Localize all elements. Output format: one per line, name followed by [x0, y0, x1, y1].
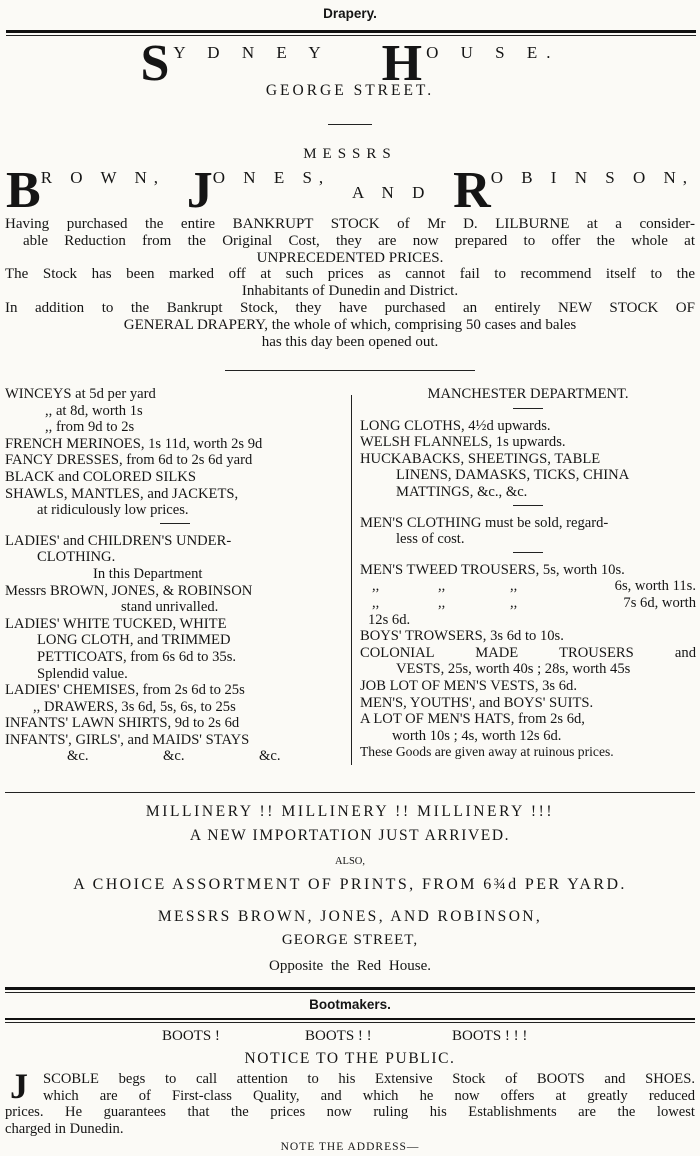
- ditto: ,,: [510, 578, 518, 595]
- left-item: LADIES' CHEMISES, from 2s 6d to 25s: [5, 682, 245, 699]
- boot-body: [5, 1071, 695, 1137]
- bootmakers-section-title: Bootmakers.: [309, 997, 391, 1012]
- intro-rule: [225, 370, 475, 371]
- right-item: VESTS, 25s, worth 40s ; 28s, worth 45s: [396, 661, 631, 678]
- street-footer: GEORGE STREET,: [281, 932, 419, 948]
- right-item: LONG CLOTHS, 4½d upwards.: [360, 417, 551, 434]
- opposite: Opposite the Red House.: [269, 958, 431, 974]
- intro-line: In addition to the Bankrupt Stock, they have purchased an entirely NEW STOCK OF: [5, 299, 695, 316]
- right-rule: [360, 408, 696, 418]
- left-item: SHAWLS, MANTLES, and JACKETS,: [5, 485, 239, 502]
- ditto: ,,: [438, 578, 446, 595]
- left-item: INFANTS' LAWN SHIRTS, 9d to 2s 6d: [5, 715, 240, 732]
- firm-robinson: [453, 162, 694, 219]
- intro-line: Inhabitants of Dunedin and District.: [241, 283, 459, 300]
- note-address: NOTE THE ADDRESS—: [280, 1141, 420, 1153]
- etc: &c.: [67, 748, 89, 765]
- left-item: Messrs BROWN, JONES, & ROBINSON: [5, 582, 253, 599]
- firm-and: A N D: [351, 183, 432, 202]
- right-item: HUCKABACKS, SHEETINGS, TABLE: [360, 450, 601, 467]
- millinery: MILLINERY !! MILLINERY !! MILLINERY !!!: [145, 803, 555, 820]
- boots-3: BOOTS ! ! !: [452, 1028, 528, 1044]
- right-item: BOYS' TROWSERS, 3s 6d to 10s.: [360, 628, 564, 645]
- right-heading: MANCHESTER DEPARTMENT.: [427, 386, 629, 402]
- intro-line: Having purchased the entire BANKRUPT STOCK of Mr D. LILBURNE at a consider-: [5, 216, 695, 232]
- left-item: LONG CLOTH, and TRIMMED: [37, 632, 231, 649]
- ditto: ,,: [372, 578, 380, 595]
- boot-body-line: charged in Dunedin.: [5, 1120, 124, 1137]
- notice: NOTICE TO THE PUBLIC.: [244, 1050, 456, 1067]
- ditto: ,,: [372, 594, 380, 611]
- header-rule-bottom: [6, 35, 696, 36]
- ditto-row: [360, 578, 696, 595]
- store-street: GEORGE STREET.: [265, 82, 435, 99]
- boots-2: BOOTS ! !: [305, 1028, 372, 1044]
- messrs: MESSRS: [303, 146, 397, 162]
- right-item: These Goods are given away at ruinous prices.: [360, 744, 614, 760]
- right-item: LINENS, DAMASKS, TICKS, CHINA: [396, 467, 630, 484]
- left-rule: [5, 523, 345, 533]
- firm-cap-r: R: [453, 162, 491, 219]
- boots-1: BOOTS !: [162, 1028, 220, 1044]
- left-item: ,, DRAWERS, 3s 6d, 5s, 6s, to 25s: [33, 698, 236, 715]
- right-item: WELSH FLANNELS, 1s upwards.: [360, 434, 566, 451]
- left-etc-row: [5, 748, 345, 765]
- right-item: less of cost.: [396, 531, 465, 548]
- column-divider: [351, 395, 352, 765]
- right-item: MEN'S TWEED TROUSERS, 5s, worth 10s.: [360, 561, 625, 578]
- left-item: INFANTS', GIRLS', and MAIDS' STAYS: [5, 731, 250, 748]
- right-item: worth 10s ; 4s, worth 12s 6d.: [392, 727, 562, 744]
- section-rule-bottom: [5, 992, 695, 993]
- etc: &c.: [259, 748, 281, 765]
- right-item: JOB LOT OF MEN'S VESTS, 3s 6d.: [360, 677, 577, 694]
- boot-body-line: prices. He guarantees that the prices now ruling his Establishments are the lowest: [5, 1104, 695, 1121]
- intro-line: has this day been opened out.: [261, 333, 439, 350]
- firm-jones: [186, 162, 331, 219]
- short-rule: [328, 124, 372, 125]
- importation: A NEW IMPORTATION JUST ARRIVED.: [189, 827, 511, 844]
- left-item: CLOTHING.: [37, 549, 116, 566]
- left-item: Splendid value.: [37, 665, 128, 682]
- header-rule-top: [6, 30, 696, 33]
- left-item: ,, at 8d, worth 1s: [45, 402, 143, 419]
- intro-line: UNPRECEDENTED PRICES.: [256, 249, 444, 266]
- right-column: [360, 386, 696, 761]
- price: 7s 6d, worth: [623, 594, 696, 611]
- right-item: MEN'S, YOUTHS', and BOYS' SUITS.: [360, 694, 594, 711]
- ditto: ,,: [510, 594, 518, 611]
- ditto-row: [360, 595, 696, 612]
- store-name-word1: Y D N E Y: [173, 43, 330, 62]
- firm-name: [6, 162, 694, 219]
- left-item: at ridiculously low prices.: [37, 502, 189, 519]
- intro-paragraph: [5, 216, 695, 350]
- right-item: MEN'S CLOTHING must be sold, regard-: [360, 514, 609, 531]
- left-item: FANCY DRESSES, from 6d to 2s 6d yard: [5, 452, 253, 469]
- right-rule: [360, 552, 696, 562]
- columns-rule: [5, 792, 695, 793]
- store-name-cap-s: S: [140, 35, 170, 92]
- price: 6s, worth 11s.: [614, 578, 696, 595]
- right-rule: [360, 505, 696, 515]
- firm-cap-b: B: [6, 162, 41, 219]
- drop-cap-j: J: [10, 1066, 28, 1106]
- left-column: [5, 386, 345, 765]
- boot-rule-top: [5, 1018, 695, 1020]
- ditto: ,,: [438, 594, 446, 611]
- drapery-section-title: Drapery.: [323, 6, 377, 21]
- firm-cap-j: J: [186, 162, 213, 219]
- right-item: 12s 6d.: [368, 611, 411, 628]
- firm-robinson-rest: O B I N S O N,: [490, 168, 694, 187]
- intro-line: able Reduction from the Original Cost, they are now prepared to offer the whole at: [23, 232, 695, 249]
- intro-line: The Stock has been marked off at such prices as cannot fail to recommend itself to the: [5, 266, 695, 283]
- firm-jones-rest: O N E S,: [212, 168, 331, 187]
- boot-body-line: SCOBLE begs to call attention to his Extensive Stock of BOOTS and SHOES.: [43, 1071, 695, 1087]
- firm-brown: [6, 162, 166, 219]
- right-item: A LOT OF MEN'S HATS, from 2s 6d,: [360, 711, 585, 728]
- left-item: ,, from 9d to 2s: [45, 419, 135, 436]
- left-item: LADIES' WHITE TUCKED, WHITE: [5, 615, 227, 632]
- left-item: BLACK and COLORED SILKS: [5, 468, 196, 485]
- left-item: LADIES' and CHILDREN'S UNDER-: [5, 532, 232, 549]
- firm-brown-rest: R O W N,: [40, 168, 166, 187]
- section-rule-top: [5, 987, 695, 990]
- etc: &c.: [163, 748, 185, 765]
- also: ALSO,: [334, 856, 366, 867]
- intro-line: GENERAL DRAPERY, the whole of which, comprising 50 cases and bales: [123, 316, 577, 333]
- left-item: In this Department: [93, 565, 203, 582]
- right-item: COLONIAL MADE TROUSERS and: [360, 644, 696, 661]
- left-item: PETTICOATS, from 6s 6d to 35s.: [37, 648, 237, 665]
- left-item: FRENCH MERINOES, 1s 11d, worth 2s 9d: [5, 435, 263, 452]
- firm-footer: MESSRS BROWN, JONES, AND ROBINSON,: [157, 908, 543, 925]
- left-item: WINCEYS at 5d per yard: [5, 386, 156, 402]
- right-item: MATTINGS, &c., &c.: [396, 483, 528, 500]
- boot-body-line: which are of First-class Quality, and which he now offers at greatly reduced: [43, 1087, 695, 1104]
- store-name-word2: O U S E.: [426, 43, 560, 62]
- prints: A CHOICE ASSORTMENT OF PRINTS, FROM 6¾d PER YARD.: [73, 876, 627, 893]
- store-name-cap-h: H: [381, 35, 423, 92]
- boot-rule-bottom: [5, 1022, 695, 1023]
- left-item: stand unrivalled.: [121, 599, 219, 616]
